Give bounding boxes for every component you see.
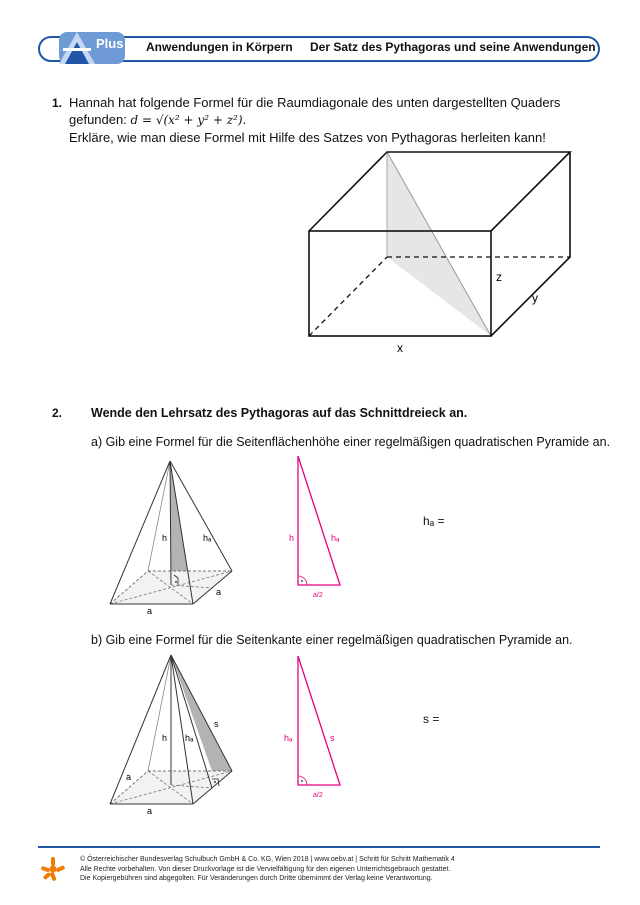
pyr-b-s: s — [214, 719, 219, 729]
pyr-b-ha: hₐ — [185, 733, 194, 743]
task1-formula: d = √(x² + y² + z²). — [130, 113, 247, 127]
task1-line3: Erkläre, wie man diese Formel mit Hilfe des Satzes von Pythagoras herleiten kann! — [69, 130, 546, 145]
footer-line2: Alle Rechte vorbehalten. Von dieser Druckvorlage ist die Vervielfältigung für den eigenen Unterrichtsgebrauch gestattet. — [80, 865, 451, 873]
task1-number: 1. — [52, 96, 63, 110]
pyr-b-a1: a — [126, 772, 132, 782]
tri-a-half: a/2 — [313, 592, 323, 599]
label-z: z — [496, 270, 502, 284]
task2b-text: b) Gib eine Formel für die Seitenkante einer regelmäßigen quadratischen Pyramide an. — [91, 633, 573, 647]
footer-line — [38, 846, 600, 848]
answer-b: s = — [423, 712, 440, 726]
pyr-a-ha: hₐ — [203, 533, 212, 543]
footer-line3: Die Kopiergebühren sind abgegolten. Für Veränderungen durch Dritte übernimmt der Verlag keine Verantwortung. — [80, 875, 433, 882]
header-topic: Anwendungen in Körpern — [146, 40, 293, 54]
header-title: Der Satz des Pythagoras und seine Anwendungen — [310, 40, 596, 54]
footer-text — [80, 855, 600, 884]
tri-b-s: s — [330, 733, 335, 743]
task2a-text: a) Gib eine Formel für die Seitenflächenhöhe einer regelmäßigen quadratischen Pyramide an. — [91, 435, 611, 449]
label-x: x — [397, 341, 403, 355]
task1-line1: Hannah hat folgende Formel für die Raumdiagonale des unten dargestellten Quaders — [69, 95, 561, 110]
pyr-b-a2: a — [147, 806, 153, 816]
pyr-a-a1: a — [147, 606, 153, 616]
tri-a-ha: hₐ — [331, 533, 340, 543]
pyr-a-a2: a — [216, 587, 222, 597]
pyr-b-h: h — [162, 733, 168, 743]
oebv-logo — [40, 856, 66, 882]
task1-line2-prefix: gefunden: — [69, 112, 127, 127]
answer-a: hₐ = — [423, 514, 445, 528]
label-y: y — [532, 291, 538, 305]
footer-line1: © Österreichischer Bundesverlag Schulbuch GmbH & Co. KG, Wien 2018 | www.oebv.at | Schritt für Schritt Mathematik 4 — [80, 856, 455, 863]
plus-badge: Plus — [96, 36, 124, 51]
task2-number: 2. — [52, 406, 63, 420]
tri-b-half: a/2 — [313, 792, 323, 799]
tri-b-ha: hₐ — [284, 733, 293, 743]
task2-heading: Wende den Lehrsatz des Pythagoras auf das Schnittdreieck an. — [91, 406, 468, 420]
tri-a-h: h — [289, 533, 295, 543]
pyr-a-h: h — [162, 533, 168, 543]
